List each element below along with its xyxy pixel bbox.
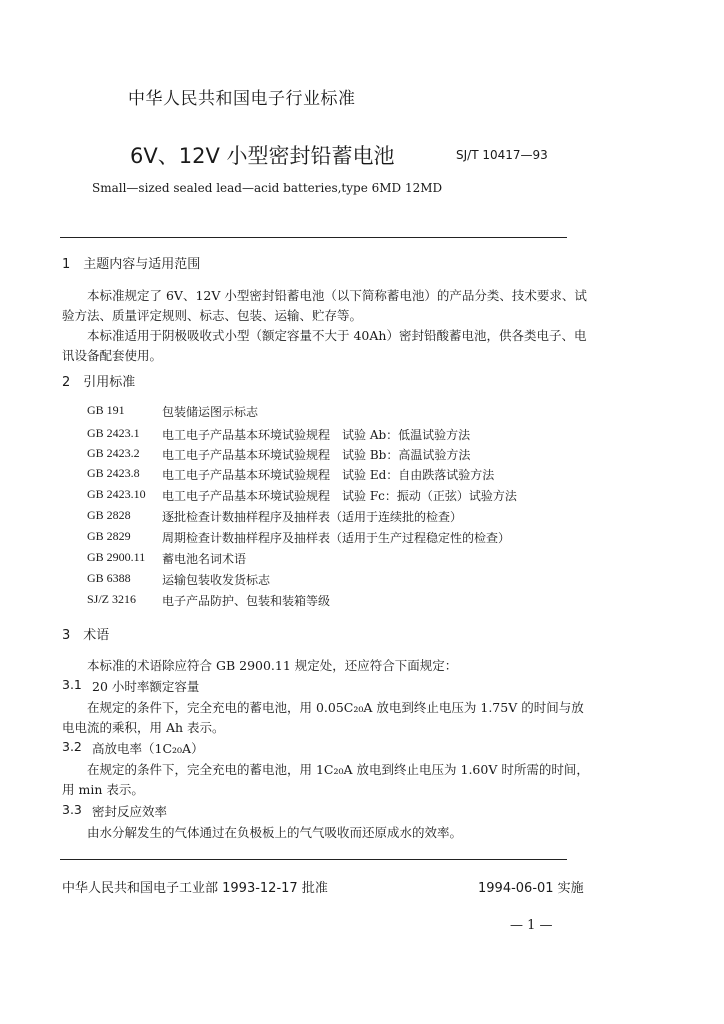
effective-date: 1994-06-01 实施: [478, 881, 584, 896]
clause-number: 3.3: [62, 802, 82, 817]
reference-code: GB 6388: [87, 571, 131, 585]
reference-title: 电工电子产品基本环境试验规程 试验 Fc：振动（正弦）试验方法: [162, 489, 517, 503]
section-3-heading: 3 术语: [62, 628, 110, 643]
reference-title: 电工电子产品基本环境试验规程 试验 Ab：低温试验方法: [162, 428, 471, 442]
clause-term: 密封反应效率: [92, 804, 168, 819]
english-title: Small—sized sealed lead—acid batteries,type 6MD 12MD: [92, 181, 443, 195]
page-number: — 1 —: [510, 918, 553, 933]
section-3-intro: 本标准的术语除应符合 GB 2900.11 规定处，还应符合下面规定：: [87, 658, 458, 673]
standard-number: SJ/T 10417—93: [456, 148, 548, 162]
reference-title: 运输包装收发货标志: [162, 573, 271, 587]
clause-text-line: 由水分解发生的气体通过在负极板上的气气吸收而还原成水的效率。: [87, 825, 463, 840]
reference-code: GB 2828: [87, 508, 131, 522]
reference-code: GB 191: [87, 403, 125, 417]
section-1-paragraph-2-line-1: 本标准适用于阴极吸收式小型（额定容量不大于 40Ah）密封铅酸蓄电池，供各类电子、电: [87, 328, 587, 343]
reference-code: GB 2423.2: [87, 446, 140, 460]
clause-text-line: 在规定的条件下，完全充电的蓄电池，用 0.05C₂₀A 放电到终止电压为 1.75V 的时间与放: [87, 700, 584, 715]
reference-code: GB 2423.8: [87, 466, 140, 480]
reference-title: 逐批检查计数抽样程序及抽样表（适用于连续批的检查）: [162, 510, 463, 524]
clause-text-line: 用 min 表示。: [62, 782, 144, 797]
section-2-heading: 2 引用标准: [62, 375, 136, 390]
section-1-paragraph-1-line-2: 验方法、质量评定规则、标志、包装、运输、贮存等。: [62, 308, 363, 323]
reference-title: 电工电子产品基本环境试验规程 试验 Bb：高温试验方法: [162, 448, 471, 462]
section-1-heading: 1 主题内容与适用范围: [62, 257, 201, 272]
reference-code: SJ/Z 3216: [87, 592, 137, 606]
issuing-organization: 中华人民共和国电子行业标准: [128, 89, 356, 109]
reference-title: 蓄电池名词术语: [162, 552, 247, 566]
reference-title: 周期检查计数抽样程序及抽样表（适用于生产过程稳定性的检查）: [162, 531, 511, 545]
footer-divider: [60, 859, 567, 860]
section-1-paragraph-1-line-1: 本标准规定了 6V、12V 小型密封铅蓄电池（以下简称蓄电池）的产品分类、技术要求、试: [87, 288, 587, 303]
reference-code: GB 2900.11: [87, 550, 146, 564]
clause-number: 3.1: [62, 677, 82, 692]
reference-code: GB 2829: [87, 529, 131, 543]
clause-term: 高放电率（1C₂₀A）: [92, 741, 204, 756]
clause-text-line: 电电流的乘积，用 Ah 表示。: [62, 720, 225, 735]
header-divider: [60, 237, 567, 238]
clause-number: 3.2: [62, 739, 82, 754]
reference-title: 电工电子产品基本环境试验规程 试验 Ed：自由跌落试验方法: [162, 468, 495, 482]
section-1-paragraph-2-line-2: 讯设备配套使用。: [62, 348, 163, 363]
reference-code: GB 2423.10: [87, 487, 146, 501]
reference-title: 包装储运图示标志: [162, 405, 259, 419]
document-title: 6V、12V 小型密封铅蓄电池: [130, 144, 395, 168]
approval-issuer: 中华人民共和国电子工业部 1993-12-17 批准: [62, 881, 328, 896]
reference-code: GB 2423.1: [87, 426, 140, 440]
clause-term: 20 小时率额定容量: [92, 679, 200, 694]
reference-title: 电子产品防护、包装和装箱等级: [162, 594, 331, 608]
clause-text-line: 在规定的条件下，完全充电的蓄电池，用 1C₂₀A 放电到终止电压为 1.60V 时所需的时间，: [87, 762, 589, 777]
